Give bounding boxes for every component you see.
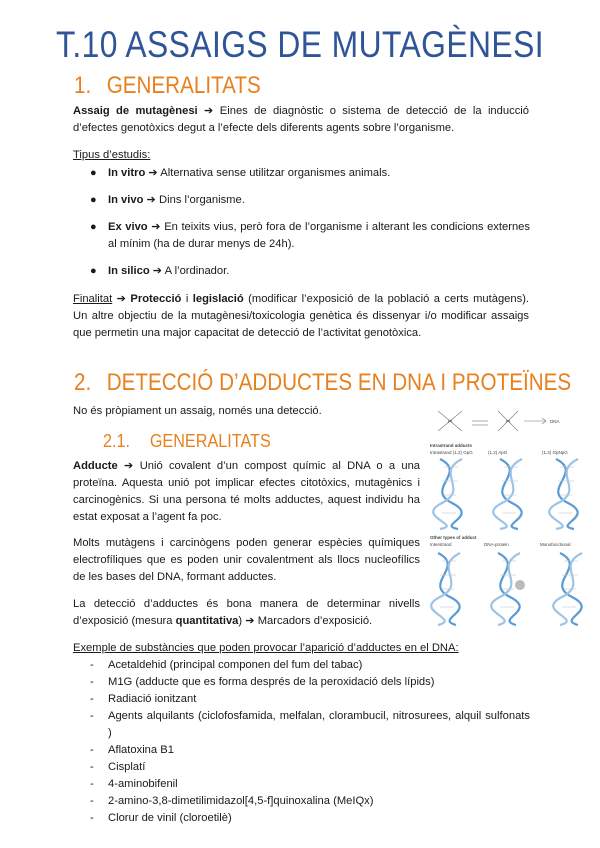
finalitat-term-1: Protecció	[130, 293, 182, 305]
dash-icon: -	[90, 761, 94, 773]
finalitat-term-2: legislació	[192, 293, 244, 305]
adducte-text: Unió covalent d’un compost químic al DNA o a una proteïna. Aquesta unió pot implicar efectes citotòxics, mutagènics i carcinogènics. Si una persona té molts adductes, aquest individu ha estat exposat a l’agent fa poc.	[73, 460, 421, 523]
dna-helix-icon	[433, 459, 578, 529]
list-item	[90, 674, 530, 691]
list-item	[90, 657, 530, 674]
definition-paragraph	[73, 103, 529, 137]
bullet-icon: ●	[90, 167, 97, 179]
finalitat-connector: i	[185, 293, 189, 305]
cisplatin-reaction-icon	[438, 411, 546, 431]
arrow-icon: ➔	[204, 105, 214, 117]
caption-c: (1,3) GpNpG	[542, 450, 568, 455]
arrow-icon: ➔	[116, 293, 126, 305]
caption-d: Interstrand	[430, 542, 452, 547]
other-adduct-label: Other types of adduct	[430, 535, 477, 540]
dna-label: DNA	[550, 419, 560, 424]
list-item	[90, 708, 530, 742]
definition-text: Eines de diagnòstic o sistema de detecció de la inducció d’efectes genotòxics degut a l’efecte dels diferents agents sobre l’organisme.	[73, 105, 529, 134]
arrow-icon: ➔	[124, 460, 134, 472]
example-text: 4-aminobifenil	[108, 778, 178, 790]
section-1-heading	[74, 72, 261, 100]
example-text: Agents alquilants (ciclofosfamida, melfalan, clorambucil, nitrosurees, alquil sulfonats )	[108, 710, 530, 739]
caption-f: Monofunctional	[540, 542, 571, 547]
dash-icon: -	[90, 812, 94, 824]
section-2-heading	[74, 369, 571, 397]
study-type-text: En teixits vius, però fora de l’organisme i alterant les condicions externes al mínim (ha de durar menys de 24h).	[108, 221, 530, 250]
list-item	[90, 776, 530, 793]
example-text: 2-amino-3,8-dimetilimidazol[4,5-f]quinoxalina (MeIQx)	[108, 795, 374, 807]
detection-text-c: Marcadors d’exposició.	[257, 615, 373, 627]
dash-icon: -	[90, 710, 94, 722]
document-title: T.10 ASSAIGS DE MUTAGÈNESI	[55, 24, 545, 65]
detection-text-a: La detecció d’adductes és bona manera de determinar nivells d’exposició (mesura	[73, 598, 420, 627]
list-item	[90, 192, 530, 209]
intrastrand-label: Intrastrand adducts	[430, 443, 473, 448]
example-text: Acetaldehid (principal componen del fum del tabac)	[108, 659, 363, 671]
finalitat-label: Finalitat	[73, 293, 113, 305]
protein-icon	[515, 580, 525, 590]
bullet-icon: ●	[90, 221, 97, 233]
example-text: Clorur de vinil (cloroetilè)	[108, 812, 232, 824]
caption-b: (1,2) ApG	[488, 450, 508, 455]
arrow-icon: ➔	[146, 194, 156, 206]
example-text: Cisplatí	[108, 761, 146, 773]
study-type-term: In silico	[108, 265, 150, 277]
dash-icon: -	[90, 744, 94, 756]
pt-label: Pt	[506, 419, 511, 424]
list-item	[90, 742, 530, 759]
study-type-text: Dins l’organisme.	[159, 194, 245, 206]
finalitat-text: (modificar l’exposició de la població a certs mutàgens). Un altre objectiu de la mutagènesi/toxicologia genètica és dissenyar i/o modificar assaigs que permetin una major capacitat de detecció de l’activitat genotòxica.	[73, 293, 530, 339]
subsection-number: 2.1.	[103, 431, 131, 451]
bullet-icon: ●	[90, 265, 97, 277]
adducte-paragraph	[73, 458, 420, 526]
pt-label: Pt	[448, 419, 453, 424]
study-types-label: Tipus d’estudis:	[73, 149, 151, 161]
detection-quantitative: quantitativa	[175, 615, 239, 627]
definition-term: Assaig de mutagènesi	[73, 105, 198, 117]
study-type-term: Ex vivo	[108, 221, 148, 233]
arrow-icon: ➔	[152, 265, 163, 277]
section-2-intro: No és pròpiament un assaig, només una detecció.	[73, 405, 322, 417]
dash-icon: -	[90, 795, 94, 807]
dna-adduct-figure	[428, 403, 600, 628]
list-item	[90, 263, 530, 280]
dash-icon: -	[90, 676, 94, 688]
list-item	[90, 759, 530, 776]
study-type-text: Alternativa sense utilitzar organismes animals.	[160, 167, 391, 179]
examples-label: Exemple de substàncies que poden provocar l’aparició d’adductes en el DNA:	[73, 642, 459, 654]
example-text: M1G (adducte que es forma després de la peroxidació dels lípids)	[108, 676, 435, 688]
adducte-term: Adducte	[73, 460, 118, 472]
bullet-icon: ●	[90, 194, 97, 206]
arrow-icon: ➔	[148, 167, 158, 179]
dash-icon: -	[90, 778, 94, 790]
study-type-term: In vivo	[108, 194, 144, 206]
subsection-2-1-heading	[103, 431, 271, 452]
arrow-icon: ➔	[245, 615, 255, 627]
list-item	[90, 165, 530, 182]
example-text: Aflatoxina B1	[108, 744, 174, 756]
section-2-number: 2.	[74, 369, 92, 396]
section-1-number: 1.	[74, 72, 92, 99]
list-item	[90, 219, 530, 253]
section-2-title: DETECCIÓ D’ADDUCTES EN DNA I PROTEÏNES	[106, 369, 572, 396]
list-item	[90, 793, 530, 810]
example-text: Radiació ionitzant	[108, 693, 197, 705]
caption-a: Intrastrand (1,2) GpG	[430, 450, 473, 455]
arrow-icon: ➔	[151, 221, 161, 233]
study-type-text: A l’ordinador.	[164, 265, 230, 277]
subsection-title: GENERALITATS	[149, 431, 271, 451]
list-item	[90, 691, 530, 708]
electrophilic-paragraph: Molts mutàgens i carcinògens poden generar espècies químiques electrofíliques que es poden unir covalentment als llocs nucleofílics de les bases del DNA, formant adductes.	[73, 537, 420, 583]
caption-e: DNA-protein	[484, 542, 509, 547]
list-item	[90, 810, 530, 827]
dash-icon: -	[90, 693, 94, 705]
study-type-term: In vitro	[108, 167, 146, 179]
finalitat-paragraph	[73, 291, 529, 342]
section-1-title: GENERALITATS	[106, 72, 261, 99]
dash-icon: -	[90, 659, 94, 671]
detection-paragraph: La detecció d’adductes és bona manera de determinar nivells d’exposició (mesura quantitativa) ➔ Marcadors d’exposició.	[73, 598, 420, 627]
